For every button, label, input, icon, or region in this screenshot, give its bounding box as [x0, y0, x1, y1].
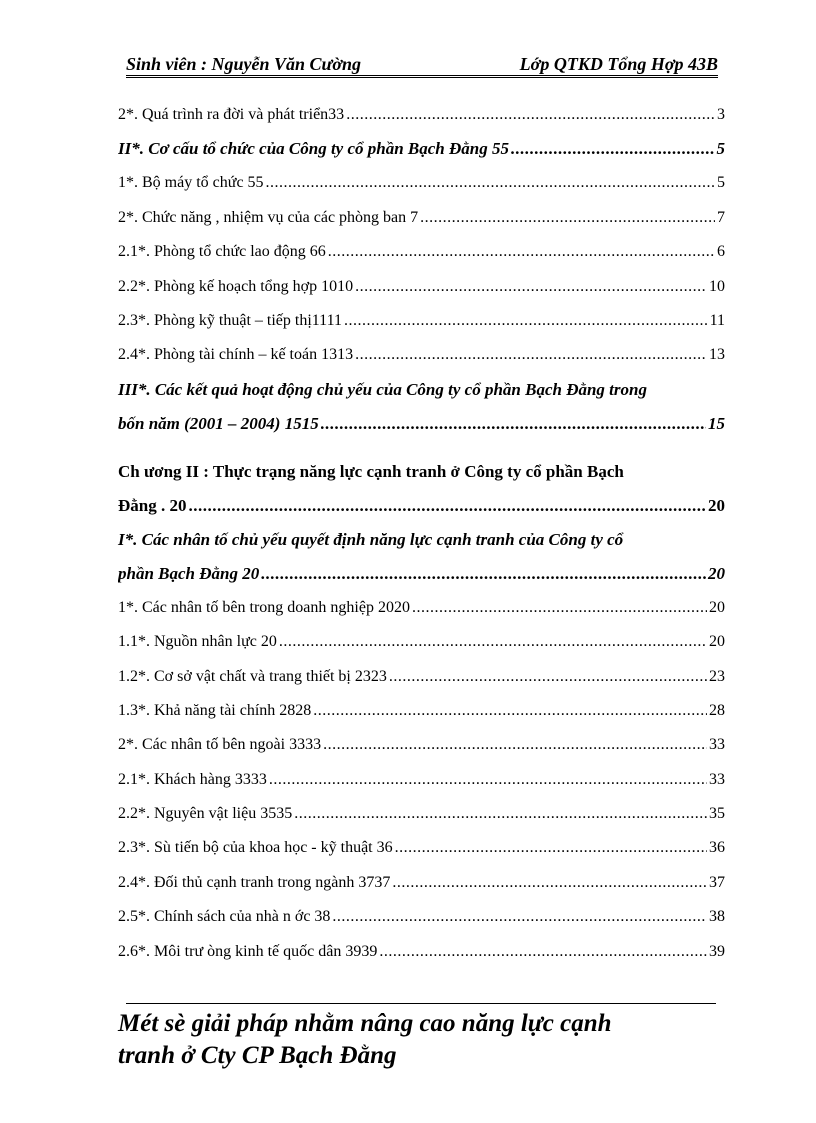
dot-leader [328, 235, 715, 269]
toc-entry[interactable] [118, 304, 725, 338]
toc-entry-page: 39 [709, 942, 725, 960]
toc-entry-text: 1.3*. Khả năng tài chính 2828 [118, 701, 312, 719]
toc-entry-page: 5 [717, 174, 725, 192]
toc-entry-text: bốn năm (2001 – 2004) 1515 [118, 413, 319, 433]
page-header [126, 50, 718, 78]
dot-leader [332, 900, 707, 934]
dot-leader [392, 866, 707, 900]
toc-entry[interactable] [118, 201, 725, 235]
toc-section-heading[interactable] [118, 557, 725, 591]
toc-entry[interactable] [118, 797, 725, 831]
header-class: Lớp QTKD Tổng Hợp 43B [519, 54, 718, 74]
toc-entry-text: 2.1*. Phòng tổ chức lao động 66 [118, 243, 326, 261]
table-of-contents [118, 98, 725, 969]
toc-entry-text: 1*. Các nhân tố bên trong doanh nghiệp 2020 [118, 598, 410, 616]
toc-entry[interactable] [118, 166, 725, 200]
dot-leader [346, 98, 715, 132]
toc-entry-page: 7 [717, 208, 725, 226]
toc-entry-page: 35 [709, 805, 725, 823]
dot-leader [395, 831, 707, 865]
toc-chapter-heading-line1: Ch ương II : Thực trạng năng lực cạnh tranh ở Công ty cổ phần Bạch [118, 461, 624, 481]
toc-entry-text: phần Bạch Đằng 20 [118, 563, 260, 583]
toc-entry[interactable] [118, 591, 725, 625]
toc-entry[interactable] [118, 935, 725, 969]
toc-entry-page: 20 [709, 598, 725, 616]
dot-leader [313, 694, 707, 728]
toc-entry-page: 15 [708, 413, 725, 433]
toc-entry-page: 33 [709, 770, 725, 788]
toc-entry-text: 2.4*. Phòng tài chính – kế toán 1313 [118, 346, 354, 364]
toc-entry-page: 33 [709, 736, 725, 754]
toc-entry-page: 38 [709, 908, 725, 926]
toc-entry-text: 2.3*. Sù tiến bộ của khoa học - kỹ thuật 36 [118, 839, 393, 857]
toc-entry[interactable] [118, 694, 725, 728]
dot-leader [323, 728, 707, 762]
toc-entry-text: 2*. Các nhân tố bên ngoài 3333 [118, 736, 322, 754]
toc-entry-page: 3 [717, 106, 725, 123]
toc-entry-text: 2.2*. Nguyên vật liệu 3535 [118, 805, 293, 823]
header-rule [126, 75, 718, 78]
toc-entry-text: 2.3*. Phòng kỹ thuật – tiếp thị1111 [118, 311, 342, 329]
toc-section-heading-line1: I*. Các nhân tố chủ yếu quyết định năng lực cạnh tranh của Công ty cổ [118, 529, 624, 549]
dot-leader [420, 201, 715, 235]
toc-entry[interactable] [118, 763, 725, 797]
dot-leader [294, 797, 707, 831]
dot-leader [269, 763, 707, 797]
dot-leader [279, 625, 707, 659]
toc-entry[interactable] [118, 866, 725, 900]
dot-leader [188, 489, 706, 523]
toc-section-heading[interactable] [118, 407, 725, 441]
toc-chapter-heading[interactable] [118, 489, 725, 523]
toc-entry-page: 20 [708, 495, 725, 515]
toc-entry[interactable] [118, 625, 725, 659]
toc-entry-page: 5 [716, 139, 725, 159]
dot-leader [379, 935, 707, 969]
header-student: Sinh viên : Nguyễn Văn Cường [126, 54, 361, 74]
toc-entry-page: 23 [709, 667, 725, 685]
toc-entry-text: 2.2*. Phòng kế hoạch tổng hợp 1010 [118, 277, 354, 295]
footer-title-line2: tranh ở Cty CP Bạch Đằng [118, 1042, 397, 1069]
toc-entry-text: 2.6*. Môi trư òng kinh tế quốc dân 3939 [118, 942, 378, 960]
toc-entry-text: Đằng . 20 [118, 495, 187, 515]
toc-entry-text: 1.2*. Cơ sở vật chất và trang thiết bị 2323 [118, 667, 387, 685]
dot-leader [266, 166, 715, 200]
toc-entry-text: 2*. Chức năng , nhiệm vụ của các phòng ban 7 [118, 208, 419, 226]
toc-entry[interactable] [118, 270, 725, 304]
toc-entry[interactable] [118, 900, 725, 934]
toc-entry-text: 2*. Quá trình ra đời và phát triển33 [118, 106, 345, 123]
toc-entry-page: 11 [709, 311, 725, 329]
footer-rule [126, 1003, 716, 1004]
dot-leader [355, 270, 707, 304]
toc-entry-page: 10 [709, 277, 725, 295]
toc-entry[interactable] [118, 338, 725, 372]
toc-section-heading-line1: III*. Các kết quả hoạt động chủ yếu của Công ty cổ phần Bạch Đằng trong [118, 379, 647, 399]
dot-leader [261, 557, 706, 591]
dot-leader [355, 338, 707, 372]
toc-entry-text: 2.5*. Chính sách của nhà n ớc 38 [118, 908, 331, 926]
page-footer [118, 1008, 718, 1072]
toc-entry-page: 20 [709, 633, 725, 651]
toc-entry-page: 6 [717, 243, 725, 261]
toc-entry-text: 1*. Bộ máy tổ chức 55 [118, 174, 264, 192]
toc-entry[interactable] [118, 831, 725, 865]
toc-entry-page: 28 [709, 701, 725, 719]
dot-leader [511, 132, 715, 166]
toc-entry-page: 13 [709, 346, 725, 364]
toc-entry-text: 2.1*. Khách hàng 3333 [118, 770, 267, 788]
toc-entry[interactable] [118, 235, 725, 269]
toc-entry-page: 37 [709, 873, 725, 891]
toc-entry-page: 36 [709, 839, 725, 857]
spacer [118, 441, 725, 455]
toc-entry-page: 20 [708, 563, 725, 583]
toc-entry-text: II*. Cơ cấu tổ chức của Công ty cổ phần Bạch Đằng 55 [118, 139, 509, 159]
dot-leader [412, 591, 707, 625]
footer-title-line1: Mét sè giải pháp nhằm nâng cao năng lực cạnh [118, 1010, 612, 1037]
toc-entry[interactable] [118, 98, 725, 132]
toc-entry[interactable] [118, 728, 725, 762]
toc-section-heading[interactable] [118, 132, 725, 166]
toc-entry[interactable] [118, 660, 725, 694]
toc-entry-text: 2.4*. Đối thủ cạnh tranh trong ngành 3737 [118, 873, 391, 891]
dot-leader [389, 660, 707, 694]
dot-leader [321, 407, 706, 441]
dot-leader [344, 304, 708, 338]
toc-entry-text: 1.1*. Nguồn nhân lực 20 [118, 633, 277, 651]
